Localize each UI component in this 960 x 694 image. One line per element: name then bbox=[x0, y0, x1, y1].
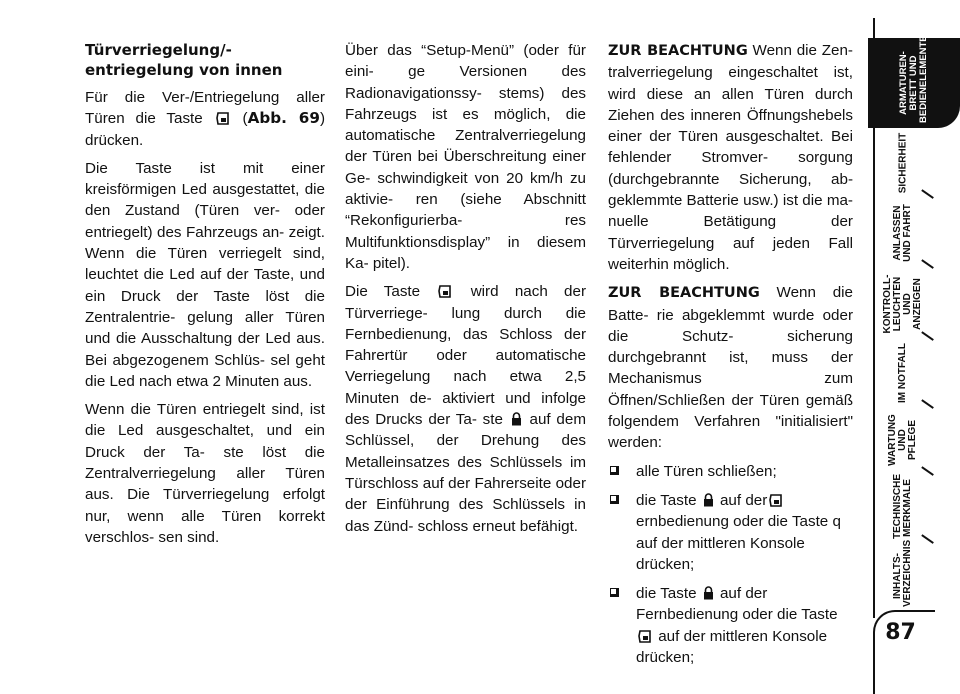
tab-divider bbox=[922, 259, 934, 268]
tab-armaturenbrett[interactable]: ARMATUREN- BRETT UND BEDIENELEMENTE bbox=[868, 38, 960, 128]
tab-anlassen-und-fahrt[interactable]: ANLASSEN UND FAHRT bbox=[873, 198, 933, 268]
paragraph: Die Taste wird nach der Türverriege- lung durch die Fernbedienung, das Schloss der Fahrertür oder automatische Verriegelung nach etwa 2,5 Minuten de- aktiviert und infolge des Drucks der Ta- ste auf dem Schlüssel, der Drehung des Metalleinsatzes des Schlüssels im Türschloss auf der Fahrerseite oder der Einführung des Schlüssels in das Zünd- schloss erneut befähigt. bbox=[345, 283, 586, 535]
door-lock-icon bbox=[438, 285, 452, 298]
paragraph: Die Taste ist mit einer kreisförmigen Led ausgestattet, die den Zustand (Türen ver- oder entriegelt) des Fahrzeugs an- zeigt. Wenn die Türen verriegelt sind, leuchtet die Led auf der Taste, und ein Druck der Taste löst die Zentralentrie- gelung aller Türen und die Ausschaltung der Led aus. Bei abgezogenem Schlüs- sel geht die Led nach etwa 2 Minuten aus. bbox=[85, 159, 325, 390]
door-lock-icon bbox=[638, 630, 652, 643]
checkbox-bullet-icon bbox=[610, 495, 619, 504]
paragraph: Wenn die Türen entriegelt sind, ist die Led ausgeschaltet, und ein Druck der Ta- ste löst die Zentralverriegelung aller Türen aus. Die Türverriegelung erfolgt nur, wenn alle Türen korrekt verschlos- sen sind. bbox=[85, 401, 325, 546]
caution-note: ZUR BEACHTUNG Wenn die Zen- tralverriegelung eingeschaltet ist, wird diese an allen Türen durch Ziehen des inneren Öffnungshebels einer der Türen ausgeschaltet. Bei fehlender Stromver- sorgung (durchgebrannte Sicherung, ab- geklemmte Batterie usw.) ist die ma- nuelle Betätigung der Türverriegelung auf jeden Fall weiterhin möglich. bbox=[608, 42, 853, 273]
caution-label: ZUR BEACHTUNG bbox=[608, 285, 760, 302]
padlock-icon bbox=[703, 493, 714, 507]
tab-im-notfall[interactable]: IM NOTFALL bbox=[873, 338, 933, 408]
door-lock-icon bbox=[769, 494, 783, 507]
section-heading: Türverriegelung/- entriegelung von innen bbox=[85, 41, 283, 79]
page-number: 87 bbox=[885, 620, 916, 645]
tab-divider bbox=[922, 189, 934, 198]
list-item: die Taste auf derernbedienung oder die Taste q auf der mittleren Konsole drücken; bbox=[608, 490, 853, 575]
tab-kontrollleuchten[interactable]: KONTROLL- LEUCHTEN UND ANZEIGEN bbox=[873, 268, 933, 340]
procedure-list bbox=[608, 461, 853, 669]
tab-sicherheit[interactable]: SICHERHEIT bbox=[873, 128, 933, 198]
column-1 bbox=[85, 40, 325, 555]
column-2 bbox=[345, 40, 586, 544]
tab-technische-merkmale[interactable]: TECHNISCHE MERKMALE bbox=[873, 473, 933, 543]
checkbox-bullet-icon bbox=[610, 466, 619, 475]
paragraph: Über das “Setup-Menü” (oder für eini- ge Versionen des Radionavigationssy- stems) des Fahrzeugs ist es möglich, die automatische Zentralverriegelung der Türen bei Überschreitung einer Ge- schwindigkeit von 20 km/h zu aktivie- ren (siehe Abschnitt “Rekonfigurierba- res Multifunktionsdisplay” in diesem Ka- pitel). bbox=[345, 42, 586, 272]
column-3 bbox=[608, 40, 853, 676]
caution-note: ZUR BEACHTUNG Wenn die Batte- rie abgeklemmt wurde oder die Schutz- sicherung durchgebrannt ist, muss der Mechanismus zum Öffnen/Schließen der Türen gemäß folgendem Verfahren "initialisiert" werden: bbox=[608, 284, 853, 452]
tab-wartung-und-pflege[interactable]: WARTUNG UND PFLEGE bbox=[873, 405, 933, 475]
tab-inhaltsverzeichnis[interactable]: INHALTS- VERZEICHNIS bbox=[892, 539, 913, 607]
paragraph: Für die Ver-/Entriegelung aller Türen die Taste (Abb. 69) drücken. bbox=[85, 89, 325, 149]
checkbox-bullet-icon bbox=[610, 588, 619, 597]
padlock-icon bbox=[511, 412, 522, 426]
list-item: alle Türen schließen; bbox=[608, 461, 853, 482]
figure-reference: Abb. 69 bbox=[247, 109, 320, 128]
door-lock-icon bbox=[216, 112, 230, 125]
caution-label: ZUR BEACHTUNG bbox=[608, 43, 748, 59]
list-item: die Taste auf der Fernbedienung oder die Taste auf der mittleren Konsole drücken; bbox=[608, 583, 853, 668]
padlock-icon bbox=[703, 586, 714, 600]
